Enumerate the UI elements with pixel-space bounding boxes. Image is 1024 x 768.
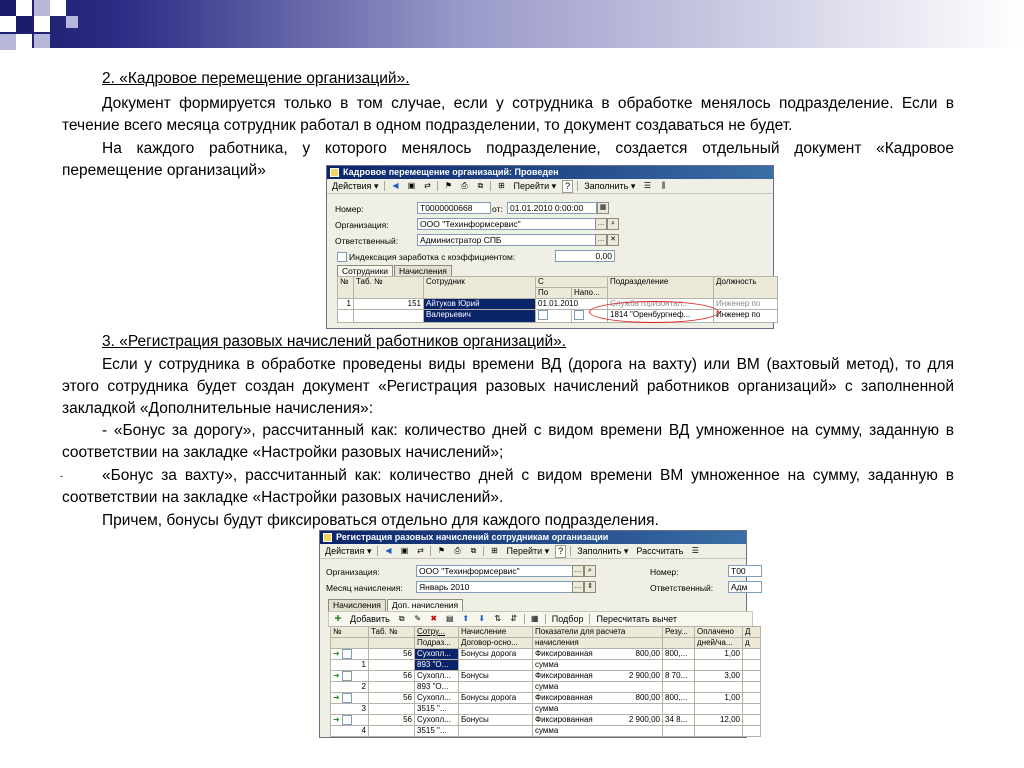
window-titlebar: Кадровое перемещение организаций: Проведен: [327, 166, 773, 179]
paragraph-1: Документ формируется только в том случае, если у сотрудника в обработке менялось подразделение. Если в течение всего месяца сотрудник работал в одном подразделении, то документ создаваться не будет.: [62, 95, 954, 134]
date-field[interactable]: 01.01.2010 0:00:00: [507, 202, 597, 214]
delete-row-icon[interactable]: ✖: [430, 614, 438, 623]
back-arrow-icon[interactable]: ◀: [385, 546, 392, 555]
table-row[interactable]: ➜ 56 Сухопл... Бонусы дорога Фиксированная 800,00 800,... 1,00: [331, 649, 761, 660]
tab-accruals[interactable]: Начисления: [394, 265, 452, 277]
org-label: Организация:: [326, 567, 380, 577]
deco-square: [0, 16, 16, 32]
number-label: Номер:: [650, 567, 679, 577]
employees-table: № Таб. № Сотрудник С Подразделение Должность По Напо... 1 151 Айтуков Юрий 01.01.2010 Служба горизонтал... Инженер по Валерьевич 1814 "Оренбургнеф... Инженер по: [337, 276, 778, 323]
paragraph-3: Если у сотрудника в обработке проведены виды времени ВД (дорога на вахту) или ВМ (вахтовый метод), то для этого сотрудника будет создан документ «Регистрация разовых начислений работников организаций» с заполненной закладкой «Дополнительные начисления»:: [62, 356, 954, 417]
add-icon[interactable]: ✚: [334, 614, 342, 623]
selected-cell[interactable]: Айтуков Юрий: [424, 299, 536, 310]
deco-square: [0, 0, 16, 16]
spin-arrows-icon[interactable]: ⇕: [584, 581, 596, 593]
help-button[interactable]: ?: [562, 180, 573, 193]
checkbox[interactable]: [538, 310, 548, 320]
number-field[interactable]: Т0000000668: [417, 202, 491, 214]
edit-row-icon[interactable]: ✎: [414, 614, 422, 623]
select-button[interactable]: …: [572, 565, 584, 577]
end-edit-icon[interactable]: ▤: [446, 614, 454, 623]
sort-desc-icon[interactable]: ⇵: [510, 614, 518, 623]
section-heading-3: 3. «Регистрация разовых начислений работников организаций».: [102, 333, 567, 350]
row-checkbox[interactable]: [342, 693, 352, 703]
back-arrow-icon[interactable]: ◀: [392, 181, 399, 190]
deco-square: [16, 34, 32, 48]
tab-accruals[interactable]: Начисления: [328, 599, 386, 611]
paragraph-5: «Бонус за вахту», рассчитанный как: количество дней с видом времени ВМ умноженное на сумму, заданную в соответствии на закладке «Настройки разовых начислений».: [62, 467, 954, 506]
responsible-field[interactable]: Администратор СПБ: [417, 234, 597, 246]
recount-deduction-button[interactable]: Пересчитать вычет: [596, 613, 677, 624]
deco-square: [34, 16, 50, 32]
table-header: № Таб. № Сотрудник С Подразделение Должность: [338, 277, 778, 288]
clear-icon[interactable]: ✕: [607, 234, 619, 246]
bullet-mark: -: [60, 471, 63, 481]
highlight-oval: [589, 301, 719, 323]
recalc-button[interactable]: Рассчитать: [636, 545, 684, 556]
table-icon[interactable]: ▦: [531, 614, 539, 623]
date-label: от:: [492, 204, 503, 214]
goto-menu[interactable]: Перейти ▾: [513, 180, 557, 191]
checkbox[interactable]: [574, 310, 584, 320]
toolbar: [327, 179, 773, 194]
indexation-checkbox[interactable]: [337, 252, 347, 262]
org-field[interactable]: ООО "Техинформсервис": [417, 218, 597, 230]
deco-square: [0, 34, 16, 50]
calendar-icon[interactable]: ▦: [597, 202, 609, 214]
header-decoration-band: [0, 0, 1024, 48]
copy-row-icon[interactable]: ⧉: [398, 614, 405, 623]
month-field[interactable]: Январь 2010: [416, 581, 574, 593]
one-time-accruals-window: [319, 530, 751, 738]
table-row[interactable]: Валерьевич 1814 "Оренбургнеф... Инженер по: [338, 310, 778, 323]
month-label: Месяц начисления:: [326, 583, 403, 593]
move-up-icon[interactable]: ⬆: [462, 614, 470, 623]
org-label: Организация:: [335, 220, 389, 230]
list-icon[interactable]: ☰: [691, 546, 699, 555]
pick-button[interactable]: Подбор: [551, 613, 584, 624]
deco-square: [34, 0, 50, 16]
section-heading-2: 2. «Кадровое перемещение организаций».: [102, 70, 410, 87]
table-row[interactable]: ➜ 56 Сухопл... Бонусы Фиксированная 2 900,00 34 8... 12,00: [331, 715, 761, 726]
copy-icon[interactable]: ⧉: [470, 546, 477, 555]
row-checkbox[interactable]: [342, 649, 352, 659]
paragraph-6: Причем, бонусы будут фиксироваться отдельно для каждого подразделения.: [102, 512, 659, 529]
number-field[interactable]: Т00: [728, 565, 762, 577]
table-row[interactable]: ➜ 56 Сухопл... Бонусы дорога Фиксированная 800,00 800,... 1,00: [331, 693, 761, 704]
row-checkbox[interactable]: [342, 671, 352, 681]
transfer-document-window: [326, 165, 774, 329]
tab-employees[interactable]: Сотрудники: [337, 265, 393, 277]
search-icon[interactable]: ⌕: [584, 565, 596, 577]
fill-menu[interactable]: Заполнить ▾: [584, 180, 636, 191]
deco-square: [16, 16, 32, 32]
table-toolbar: [328, 611, 753, 627]
refresh-icon[interactable]: ⇄: [424, 181, 431, 190]
fill-menu[interactable]: Заполнить ▾: [577, 545, 629, 556]
goto-menu[interactable]: Перейти ▾: [506, 545, 550, 556]
org-field[interactable]: ООО "Техинформсервис": [416, 565, 574, 577]
paragraph-4: - «Бонус за дорогу», рассчитанный как: количество дней с видом времени ВД умноженное на сумму, заданную в соответствии на закладке «Настройки разовых начислений»;: [62, 422, 954, 461]
edit-icon[interactable]: ▣: [400, 546, 409, 555]
refresh-icon[interactable]: ⇄: [417, 546, 424, 555]
actions-menu[interactable]: Действия ▾: [332, 180, 379, 191]
indexation-field[interactable]: 0,00: [555, 250, 615, 262]
structure-icon[interactable]: ⚑: [444, 181, 453, 190]
generate-icon[interactable]: ⊞: [491, 546, 498, 555]
deco-square: [34, 34, 50, 48]
responsible-label: Ответственный:: [335, 236, 399, 246]
table-row[interactable]: 1 151 Айтуков Юрий 01.01.2010 Служба горизонтал... Инженер по: [338, 299, 778, 310]
copy-icon[interactable]: ⧉: [477, 181, 484, 190]
help-button[interactable]: ?: [555, 545, 566, 558]
indexation-label: Индексация заработка с коэффициентом:: [349, 252, 516, 262]
deco-square: [66, 16, 78, 28]
paragraph-2: На каждого работника, у которого менялось подразделение, создается отдельный документ «Кадровое перемещение организаций»: [62, 140, 954, 179]
number-label: Номер:: [335, 204, 364, 214]
print-icon[interactable]: ⎙: [461, 181, 468, 190]
deco-square: [50, 0, 66, 16]
row-checkbox[interactable]: [342, 715, 352, 725]
search-icon[interactable]: ⌕: [607, 218, 619, 230]
table-header: № Таб. № Сотру... Начисление Показатели для расчета Резу... Оплачено Д: [331, 627, 761, 638]
select-button[interactable]: …: [595, 218, 607, 230]
document-icon: [330, 168, 339, 177]
selected-cell[interactable]: Сухопл...: [415, 649, 459, 660]
list-icon[interactable]: ☰: [643, 181, 651, 190]
tab-additional-accruals[interactable]: Доп. начисления: [387, 599, 463, 611]
additional-accruals-table: № Таб. № Сотру... Начисление Показатели для расчета Резу... Оплачено Д Подраз... Договор-осно... начисления дней/ча... д ➜ 56 Сухопл... Бонусы дорога Фиксированная 800,00 800,... 1,00 1 893 "О... сумма ➜ 56 Сухопл... Бонусы Фиксированная 2 900,00 8 70... 3,00 2 893 "О... сумма ➜ 56 Сухопл... Бонусы дорога Фиксированная 800,00 800,... 1,00 3 3515 "... сумма ➜ 56 Сухопл... Бонусы Фиксированная 2 900,00 34 8... 12,00 4 3515 "... сумма: [330, 626, 761, 737]
print-icon[interactable]: ⎙: [454, 546, 461, 555]
responsible-label: Ответственный:: [650, 583, 714, 593]
select-button[interactable]: …: [572, 581, 584, 593]
table-row[interactable]: ➜ 56 Сухопл... Бонусы Фиксированная 2 900,00 8 70... 3,00: [331, 671, 761, 682]
move-down-icon[interactable]: ⬇: [478, 614, 486, 623]
add-button[interactable]: Добавить: [350, 613, 390, 624]
row-status-icon: ➜: [333, 715, 340, 725]
row-status-icon: ➜: [333, 649, 340, 659]
generate-icon[interactable]: ⊞: [498, 181, 505, 190]
edit-icon[interactable]: ▣: [407, 181, 416, 190]
select-button[interactable]: …: [595, 234, 607, 246]
deco-square: [16, 0, 32, 16]
dt-kt-icon[interactable]: ⫼: [661, 181, 666, 190]
actions-menu[interactable]: Действия ▾: [325, 545, 372, 556]
responsible-field[interactable]: Адм: [728, 581, 762, 593]
toolbar: [320, 544, 746, 559]
row-status-icon: ➜: [333, 671, 340, 681]
sort-asc-icon[interactable]: ⇅: [494, 614, 502, 623]
document-icon: [323, 533, 332, 542]
window-titlebar: Регистрация разовых начислений сотрудникам организации: [320, 531, 746, 544]
structure-icon[interactable]: ⚑: [437, 546, 446, 555]
row-status-icon: ➜: [333, 693, 340, 703]
